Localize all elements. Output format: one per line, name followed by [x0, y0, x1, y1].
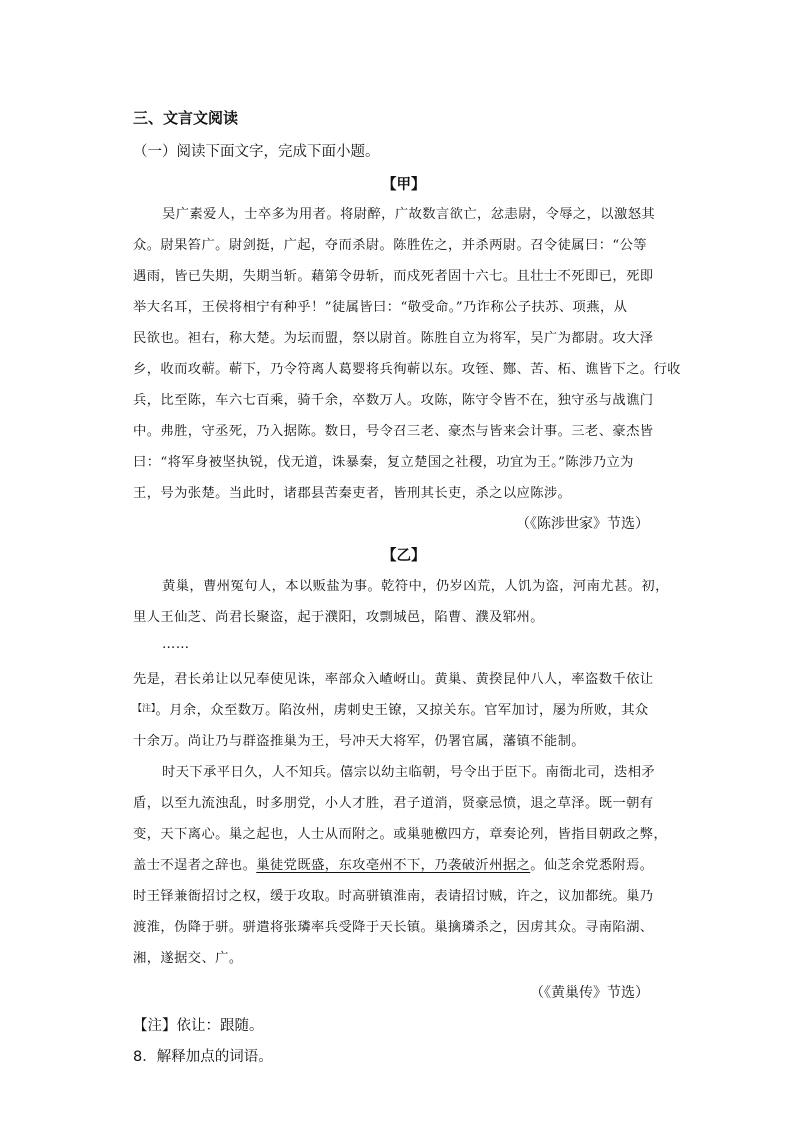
instruction: （一）阅读下面文字，完成下面小题。	[133, 144, 380, 160]
passage-line-text: 。月余，众至数万。陷汝州，虏刺史王镣，又掠关东。官军加讨，屡为所败，其众	[155, 703, 649, 718]
passage-line: 渡淮，伪降于骈。骈遣将张璘率兵受降于天长镇。巢擒璘杀之，因虏其众。寻南陷湖、	[133, 920, 654, 935]
passage-a-source: （《陈涉世家》节选）	[516, 516, 649, 532]
passage-line: 变，天下离心。巢之起也，人士从而附之。或巢驰檄四方，章奏论列，皆指目朝政之弊，	[133, 827, 668, 842]
passage-line: 中。弗胜，守丞死，乃入据陈。数日，号令召三老、豪杰与皆来会计事。三老、豪杰皆	[133, 424, 654, 439]
passage-line: 盾，以至九流浊乱，时多朋党，小人才胜，君子道消，贤豪忌愤，退之草泽。既一朝有	[133, 796, 654, 811]
passage-line	[133, 699, 649, 718]
passage-line: 湘，遂据交、广。	[133, 951, 243, 966]
ellipsis: ……	[162, 637, 190, 652]
passage-line: 十余万。尚让乃与群盗推巢为王，号冲天大将军，仍署官属，藩镇不能制。	[133, 734, 585, 749]
passage-line: 乡，收而攻蕲。蕲下，乃令符离人葛婴将兵徇蕲以东。攻铚、酂、苦、柘、谯皆下之。行收	[133, 362, 681, 377]
passage-line: 时天下承平日久，人不知兵。僖宗以幼主临朝，号令出于臣下。南衙北司，迭相矛	[162, 765, 656, 780]
passage-line-text: 盖士不逞者之辞也。	[133, 858, 257, 873]
passage-line-text: 。仙芝余党悉附焉。	[530, 858, 654, 873]
passage-line: 时王铎兼衙招讨之权，缓于攻取。时高骈镇淮南，表请招讨贼，许之，议加都统。巢乃	[133, 889, 654, 904]
footnote-mark: 【注】	[133, 704, 156, 714]
passage-line: 里人王仙芝、尚君长聚盗，起于濮阳，攻剽城邑，陷曹、濮及郓州。	[133, 610, 544, 625]
passage-line: 众。尉果笞广。尉剑挺，广起，夺而杀尉。陈胜佐之，并杀两尉。召令徒属曰：“公等	[133, 238, 647, 253]
passage-line: 黄巢，曹州冤句人，本以贩盐为事。乾符中，仍岁凶荒，人饥为盗，河南尤甚。初，	[162, 579, 669, 594]
section-heading: 三、文言文阅读	[133, 109, 239, 127]
question-8: 8．解释加点的词语。	[133, 1049, 273, 1065]
passage-line: 王，号为张楚。当此时，诸郡县苦秦吏者，皆刑其长吏，杀之以应陈涉。	[133, 486, 572, 501]
passage-line: 民欲也。袒右，称大楚。为坛而盟，祭以尉首。陈胜自立为将军，吴广为都尉。攻大泽	[133, 331, 654, 346]
underlined-sentence: 巢徒党既盛，东攻亳州不下，乃袭破沂州据之	[256, 858, 531, 873]
passage-line: 遇雨，皆已失期，失期当斩。藉第令毋斩，而戍死者固十六七。且壮士不死即已，死即	[133, 269, 654, 284]
passage-line: 兵，比至陈，车六七百乘，骑千余，卒数万人。攻陈，陈守令皆不在，独守丞与战谯门	[133, 393, 654, 408]
passage-line	[133, 854, 654, 873]
passage-line: 吴广素爱人，士卒多为用者。将尉醉，广故数言欲亡，忿恚尉，令辱之，以激怒其	[162, 207, 656, 222]
passage-line: 曰：“将军身被坚执锐，伐无道，诛暴秦，复立楚国之社稷，功宜为王。”陈涉乃立为	[133, 455, 634, 470]
footnote: 【注】依让：跟随。	[133, 1018, 264, 1034]
passage-a-title: 【甲】	[382, 177, 426, 193]
passage-b-source: （《黄巢传》节选）	[530, 985, 649, 1001]
passage-line: 先是，君长弟让以兄奉使见诛，率部众入嵖岈山。黄巢、黄揆昆仲八人，率盗数千依让	[133, 672, 654, 687]
passage-line: 举大名耳，王侯将相宁有种乎！”徒属皆曰：“敬受命。”乃诈称公子扶苏、项燕，从	[133, 300, 628, 315]
passage-b-title: 【乙】	[382, 548, 426, 564]
